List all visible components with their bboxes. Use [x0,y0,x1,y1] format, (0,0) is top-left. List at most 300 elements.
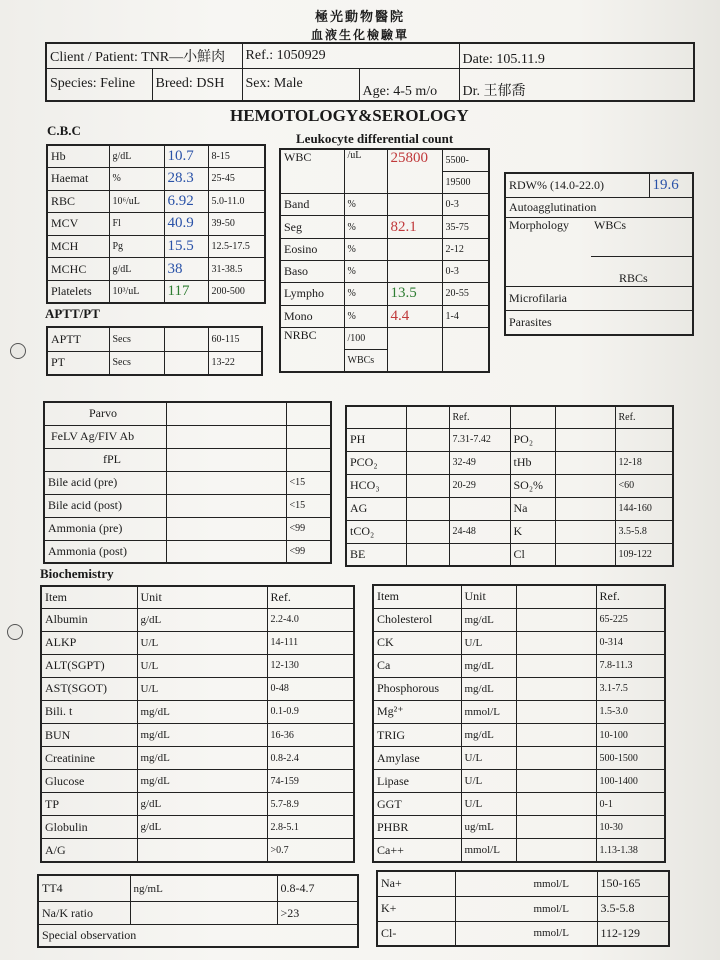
blank [510,406,555,428]
test-ref: 20-29 [449,474,510,497]
test-name: AG [346,497,406,520]
test-value [516,677,596,700]
biochem-row [41,770,354,793]
test-ref: 19500 [442,171,489,193]
bottom-row [38,875,358,902]
test-ref: 24-48 [449,520,510,543]
parasites-label: Parasites [505,311,693,335]
leuko-row [280,260,489,282]
cbc-row [47,213,265,236]
biochem-row [41,816,354,839]
test-ref: 20-55 [442,283,489,305]
morphology-label: Morphology [505,218,591,287]
client-value: TNR—小鮮肉 [141,49,226,65]
biochem-row [373,654,665,677]
test-unit: g/dL [109,258,164,281]
test-ref: 5.7-8.9 [267,793,354,816]
biochem-row [373,677,665,700]
test-name: Creatinine [41,747,137,770]
blank [406,406,449,428]
serology-row [44,402,331,425]
test-value [164,327,208,351]
test-name: PO₂ [510,428,555,451]
gas-row [346,451,673,474]
test-ref: 5.0-11.0 [208,190,265,213]
test-name: Glucose [41,770,137,793]
ref-value: 1050929 [276,47,326,63]
test-value: 28.3 [164,168,208,191]
test-ref: 35-75 [442,216,489,238]
test-name: K+ [377,896,455,921]
test-name: Amylase [373,747,461,770]
leuko-row [280,305,489,327]
test-name: Mg²⁺ [373,700,461,723]
rdw-label: RDW% (14.0-22.0) [505,173,649,197]
test-ref [442,327,489,372]
test-value [166,517,286,540]
test-ref: 2.8-5.1 [267,816,354,839]
test-unit: 10³/uL [109,280,164,303]
biochem-row [373,770,665,793]
test-unit: mg/dL [137,770,267,793]
test-name: MCV [47,213,109,236]
test-value [516,747,596,770]
test-ref: 1.5-3.0 [596,700,665,723]
leuko-row [280,283,489,305]
serology-table [43,401,332,564]
test-value [516,608,596,631]
test-ref: 0-3 [442,260,489,282]
test-ref [449,543,510,566]
test-unit: mmol/L [461,839,516,862]
test-ref: 100-1400 [596,770,665,793]
test-value: 6.92 [164,190,208,213]
test-value [555,474,615,497]
test-unit [130,902,277,925]
biochem-header-row [373,585,665,608]
test-value [387,327,442,372]
section-title: HEMOTOLOGY&SEROLOGY [230,106,469,125]
test-ref: 74-159 [267,770,354,793]
test-ref: 7.31-7.42 [449,428,510,451]
blood-gas-table [345,405,674,567]
test-name: Ca++ [373,839,461,862]
date-cell: Date: 105.11.9 [459,43,694,68]
test-value: 15.5 [164,235,208,258]
test-unit: g/dL [137,793,267,816]
test-name: A/G [41,839,137,862]
test-value [387,238,442,260]
test-name: BUN [41,723,137,746]
gas-header-row [346,406,673,428]
test-name: PT [47,351,109,375]
gas-row [346,520,673,543]
test-value [555,497,615,520]
test-value [406,497,449,520]
test-name: Ammonia (pre) [44,517,166,540]
test-unit: mg/dL [461,723,516,746]
species-cell: Species: Feline [46,68,152,101]
test-ref: 32-49 [449,451,510,474]
test-name: Bile acid (post) [44,494,166,517]
test-name: NRBC [280,327,344,372]
test-value [166,471,286,494]
test-name: APTT [47,327,109,351]
test-unit: % [109,168,164,191]
test-value: 4.4 [387,305,442,327]
nrbc-row [280,327,489,349]
test-value: 40.9 [164,213,208,236]
serology-row [44,425,331,448]
test-name: TT4 [38,875,130,902]
test-unit: Secs [109,351,164,375]
test-value [555,520,615,543]
test-ref: <15 [286,471,331,494]
test-name: Lympho [280,283,344,305]
test-name: Ammonia (post) [44,540,166,563]
test-unit: ng/mL [130,875,277,902]
test-unit: % [344,216,387,238]
test-value [516,816,596,839]
test-unit: g/dL [109,145,164,168]
gas-row [346,543,673,566]
test-name: PH [346,428,406,451]
test-name: Cl- [377,921,455,946]
test-ref: 109-122 [615,543,673,566]
punch-hole-icon [7,624,23,640]
test-value [387,194,442,216]
test-ref: 1-4 [442,305,489,327]
ref-cell: Ref.: 1050929 [242,43,459,68]
test-value [555,428,615,451]
test-unit: Pg [109,235,164,258]
biochem-right-table [372,584,666,863]
wbcs-label: WBCs [591,218,693,256]
blank [516,585,596,608]
test-value [406,543,449,566]
test-value [516,839,596,862]
test-value [406,451,449,474]
rdw-value: 19.6 [649,173,693,197]
test-ref: 0.8-4.7 [277,875,358,902]
cbc-row [47,190,265,213]
test-name: Cl [510,543,555,566]
test-name: GGT [373,793,461,816]
leukocyte-table [279,148,490,373]
test-ref: 39-50 [208,213,265,236]
test-ref: 16-36 [267,723,354,746]
test-ref: 25-45 [208,168,265,191]
test-name: Seg [280,216,344,238]
test-unit: ug/mL [461,816,516,839]
leuko-title: Leukocyte differential count [296,131,454,146]
test-value [516,793,596,816]
gas-row [346,497,673,520]
test-name: Phosphorous [373,677,461,700]
test-ref: 13-22 [208,351,262,375]
test-value: 82.1 [387,216,442,238]
serology-row [44,494,331,517]
test-unit: U/L [461,747,516,770]
test-ref: 65-225 [596,608,665,631]
biochem-row [41,723,354,746]
test-ref: 7.8-11.3 [596,654,665,677]
bottom-row [38,902,358,925]
test-unit: WBCs [344,350,387,372]
test-unit: % [344,260,387,282]
test-name: SO₂% [510,474,555,497]
serology-row [44,448,331,471]
column-header: Unit [461,585,516,608]
test-name: Na+ [377,871,455,896]
test-value [516,723,596,746]
test-name: Band [280,194,344,216]
serology-row [44,517,331,540]
biochem-row [373,631,665,654]
test-ref: >0.7 [267,839,354,862]
test-ref: 2.2-4.0 [267,608,354,631]
biochem-row [41,631,354,654]
test-value [516,654,596,677]
test-ref: 144-160 [615,497,673,520]
test-ref: 12-130 [267,654,354,677]
test-value [516,700,596,723]
test-value: 10.7 [164,145,208,168]
test-unit: % [344,238,387,260]
test-ref: 3.1-7.5 [596,677,665,700]
test-unit: g/dL [137,816,267,839]
test-unit: U/L [137,677,267,700]
test-name: tHb [510,451,555,474]
test-ref: 0.8-2.4 [267,747,354,770]
column-header: Unit [137,586,267,608]
test-name: Cholesterol [373,608,461,631]
leuko-row [280,216,489,238]
test-value [166,540,286,563]
biochem-row [41,654,354,677]
test-name: Albumin [41,608,137,631]
biochem-row [373,816,665,839]
test-ref: 3.5-5.8 [597,896,669,921]
test-value [166,402,286,425]
test-value [516,631,596,654]
test-ref: <15 [286,494,331,517]
test-value [166,448,286,471]
client-cell: Client / Patient: TNR—小鮮肉 [46,43,242,68]
column-header: Ref. [267,586,354,608]
test-unit: g/dL [137,608,267,631]
bottom-row [377,921,669,946]
rdw-morphology-table [504,172,694,336]
test-name: Lipase [373,770,461,793]
aptt-row [47,327,262,351]
punch-hole-icon [10,343,26,359]
breed-cell: Breed: DSH [152,68,242,101]
test-unit: mmol/L [461,700,516,723]
test-ref [449,497,510,520]
biochem-row [373,839,665,862]
test-ref: 2-12 [442,238,489,260]
biochem-row [41,700,354,723]
test-name: Special observation [38,924,358,947]
cbc-row [47,280,265,303]
test-value [166,425,286,448]
gas-row [346,428,673,451]
test-ref: 1.13-1.38 [596,839,665,862]
biochem-title: Biochemistry [40,566,114,581]
test-name: WBC [280,149,344,194]
test-name: Mono [280,305,344,327]
test-unit: U/L [461,793,516,816]
biochem-row [373,723,665,746]
cbc-table [46,144,266,304]
column-header: Item [373,585,461,608]
ref-header: Ref. [615,406,673,428]
rbcs-label: RBCs [591,256,693,286]
bottom-row [38,924,358,947]
date-value: 105.11.9 [496,51,545,67]
biochem-header-row [41,586,354,608]
test-name: Na [510,497,555,520]
test-unit: mg/dL [461,608,516,631]
test-ref: <60 [615,474,673,497]
test-ref: 14-111 [267,631,354,654]
biochem-row [41,608,354,631]
microfilaria-label: Microfilaria [505,286,693,310]
column-header: Item [41,586,137,608]
test-ref: 10-100 [596,723,665,746]
test-ref [286,402,331,425]
test-ref: 0-314 [596,631,665,654]
test-unit: U/L [461,631,516,654]
test-unit: U/L [461,770,516,793]
test-value: 38 [164,258,208,281]
test-unit [137,839,267,862]
test-ref: 12-18 [615,451,673,474]
test-name: Bile acid (pre) [44,471,166,494]
autoagglutination-label: Autoagglutination [505,197,693,217]
test-ref: 5500- [442,149,489,171]
test-value [555,451,615,474]
test-name: K [510,520,555,543]
test-unit: mmol/L [455,896,597,921]
test-name: Hb [47,145,109,168]
test-ref [286,425,331,448]
test-value [555,543,615,566]
test-ref: 0-3 [442,194,489,216]
test-ref [286,448,331,471]
test-name: MCHC [47,258,109,281]
doctor-cell: Dr. 王郁喬 [459,68,694,101]
test-ref: 0-1 [596,793,665,816]
age-cell: Age: 4-5 m/o [359,68,459,101]
test-name: HCO₃ [346,474,406,497]
biochem-row [41,677,354,700]
cbc-row [47,235,265,258]
biochem-row [373,700,665,723]
aptt-row [47,351,262,375]
test-unit: % [344,283,387,305]
test-ref: 112-129 [597,921,669,946]
test-name: ALKP [41,631,137,654]
test-unit: mg/dL [137,723,267,746]
test-name: Platelets [47,280,109,303]
bottom-row [377,896,669,921]
bottom-row [377,871,669,896]
test-name: Baso [280,260,344,282]
cbc-row [47,145,265,168]
test-unit: Secs [109,327,164,351]
test-ref: 0-48 [267,677,354,700]
electrolyte-table [376,870,670,947]
test-name: Haemat [47,168,109,191]
aptt-table [46,326,263,376]
cbc-title: C.B.C [47,123,81,138]
ref-header: Ref. [449,406,510,428]
test-ref: 150-165 [597,871,669,896]
test-unit: U/L [137,631,267,654]
blank [346,406,406,428]
sex-cell: Sex: Male [242,68,359,101]
biochem-left-table [40,585,355,863]
test-name: Parvo [44,402,166,425]
test-name: PHBR [373,816,461,839]
biochem-row [373,747,665,770]
test-ref: 31-38.5 [208,258,265,281]
test-ref: <99 [286,540,331,563]
test-unit: mg/dL [137,700,267,723]
form-title: 血液生化檢驗單 [310,28,409,42]
test-name: TRIG [373,723,461,746]
test-value [164,351,208,375]
biochem-row [373,793,665,816]
test-value [406,520,449,543]
test-name: BE [346,543,406,566]
test-unit: /uL [344,149,387,194]
test-name: fPL [44,448,166,471]
test-ref: 10-30 [596,816,665,839]
test-ref [615,428,673,451]
test-value [166,494,286,517]
test-ref: <99 [286,517,331,540]
column-header: Ref. [596,585,665,608]
test-value [406,474,449,497]
test-unit: % [344,194,387,216]
biochem-row [41,839,354,862]
serology-row [44,471,331,494]
test-unit: U/L [137,654,267,677]
test-name: Globulin [41,816,137,839]
test-value: 25800 [387,149,442,194]
test-unit: /100 [344,327,387,349]
test-ref: 8-15 [208,145,265,168]
test-unit: % [344,305,387,327]
test-value [406,428,449,451]
test-ref: >23 [277,902,358,925]
gas-row [346,474,673,497]
blank [555,406,615,428]
test-name: Eosino [280,238,344,260]
test-value [516,770,596,793]
test-ref: 12.5-17.5 [208,235,265,258]
tt4-table [37,874,359,948]
serology-row [44,540,331,563]
test-name: Na/K ratio [38,902,130,925]
hospital-name: 極光動物醫院 [314,10,405,25]
test-name: FeLV Ag/FIV Ab [44,425,166,448]
test-name: ALT(SGPT) [41,654,137,677]
aptt-title: APTT/PT [45,306,100,321]
